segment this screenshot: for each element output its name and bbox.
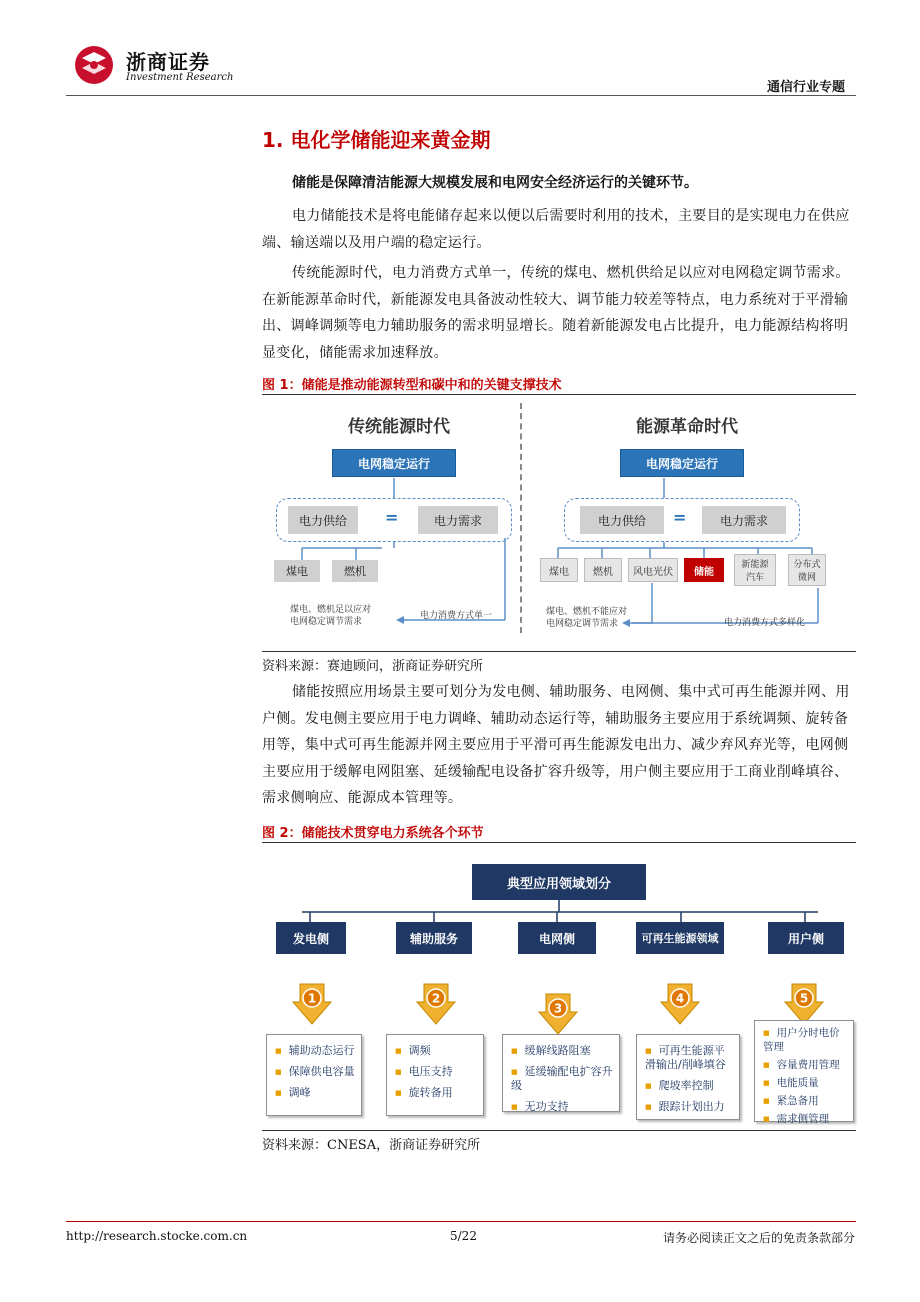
list-item: ■ 旋转备用 bbox=[395, 1086, 477, 1100]
list-item: ■ 可再生能源平滑输出/削峰填谷 bbox=[645, 1044, 733, 1072]
list-item: ■ 调频 bbox=[395, 1044, 477, 1058]
figure-1-top-rule bbox=[262, 394, 856, 395]
right-equals-sign: = bbox=[673, 508, 687, 527]
left-era-title: 传统能源时代 bbox=[348, 417, 450, 437]
right-era-title: 能源革命时代 bbox=[636, 417, 738, 437]
figure-1-source: 资料来源：赛迪顾问，浙商证券研究所 bbox=[262, 659, 484, 674]
list-item: ■ 缓解线路阻塞 bbox=[511, 1044, 613, 1058]
right-note: 煤电、燃机不能应对电网稳定调节需求 bbox=[546, 607, 628, 629]
column-head-ancillary: 辅助服务 bbox=[396, 922, 472, 954]
right-consumption-label: 电力消费方式多样化 bbox=[724, 618, 806, 628]
column-head-renewables: 可再生能源领域 bbox=[636, 922, 724, 954]
column-list-grid bbox=[502, 1034, 620, 1112]
figure-1-caption: 图 1：储能是推动能源转型和碳中和的关键支撑技术 bbox=[262, 378, 562, 393]
figure-1-bottom-rule bbox=[262, 651, 856, 652]
figure-2-caption: 图 2：储能技术贯穿电力系统各个环节 bbox=[262, 826, 484, 841]
footer-url[interactable]: http://research.stocke.com.cn bbox=[66, 1229, 248, 1243]
step-5-number: 5 bbox=[799, 991, 809, 1006]
step-2-arrow-icon bbox=[416, 982, 456, 1026]
right-wind-solar-box: 风电光伏 bbox=[628, 558, 678, 582]
list-item: ■ 容量费用管理 bbox=[763, 1058, 847, 1072]
figure-2-source: 资料来源：CNESA，浙商证券研究所 bbox=[262, 1138, 481, 1153]
right-gas-box: 燃机 bbox=[584, 558, 622, 582]
figure-2-diagram bbox=[262, 848, 856, 1128]
report-topic: 通信行业专题 bbox=[766, 80, 845, 95]
paragraph-2: 传统能源时代，电力消费方式单一，传统的煤电、燃机供给足以应对电网稳定调节需求。在新能源革命时代，新能源发电具备波动性较大、调节能力较差等特点，电力系统对于平滑输出、调峰调频等电力辅助服务的需求明显增长。随着新能源发电占比提升，电力能源结构将明显变化，储能需求加速释放。 bbox=[262, 265, 850, 361]
section-title: 1. 电化学储能迎来黄金期 bbox=[262, 128, 491, 152]
paragraph-1: 电力储能技术是将电能储存起来以便以后需要时利用的技术，主要目的是实现电力在供应端、输送端以及用户端的稳定运行。 bbox=[262, 208, 850, 251]
left-supply-box: 电力供给 bbox=[288, 506, 358, 534]
step-3-arrow-icon bbox=[538, 992, 578, 1036]
column-list-generation bbox=[266, 1034, 362, 1116]
column-list-ancillary bbox=[386, 1034, 484, 1116]
header-divider bbox=[66, 95, 856, 96]
figure-2-top-rule bbox=[262, 842, 856, 843]
list-item: ■ 保障供电容量 bbox=[275, 1065, 355, 1079]
column-head-user-side: 用户侧 bbox=[768, 922, 844, 954]
step-4-arrow-icon bbox=[660, 982, 700, 1026]
page-number: 5/22 bbox=[450, 1229, 477, 1243]
list-item: ■ 爬坡率控制 bbox=[645, 1079, 733, 1093]
step-4-number: 4 bbox=[675, 991, 685, 1006]
paragraph-3: 储能按照应用场景主要可划分为发电侧、辅助服务、电网侧、集中式可再生能源并网、用户侧。发电侧主要应用于电力调峰、辅助动态运行等，辅助服务主要应用于系统调频、旋转备用等，集中式可再生能源并网主要应用于平滑可再生能源发电出力、减少弃风弃光等，电网侧主要应用于缓解电网阻塞、延缓输配电设备扩容升级等，用户侧主要应用于工商业削峰填谷、需求侧响应、能源成本管理等。 bbox=[262, 684, 850, 806]
footer-disclaimer: 请务必阅读正文之后的免责条款部分 bbox=[662, 1231, 855, 1245]
lead-sentence: 储能是保障清洁能源大规模发展和电网安全经济运行的关键环节。 bbox=[292, 175, 698, 191]
left-gas-box: 燃机 bbox=[332, 560, 378, 582]
step-2-number: 2 bbox=[431, 991, 441, 1006]
step-3-number: 3 bbox=[553, 1001, 563, 1016]
figure-1-diagram bbox=[262, 398, 856, 650]
right-storage-box: 储能 bbox=[684, 558, 724, 582]
step-1-number: 1 bbox=[307, 991, 317, 1006]
brand-logo-icon bbox=[72, 44, 116, 86]
right-supply-box: 电力供给 bbox=[580, 506, 664, 534]
left-note: 煤电、燃机足以应对电网稳定调节需求 bbox=[290, 605, 372, 627]
list-item: ■ 无功支持 bbox=[511, 1100, 613, 1114]
list-item: ■ 调峰 bbox=[275, 1086, 355, 1100]
right-grid-stability-box: 电网稳定运行 bbox=[620, 449, 744, 477]
list-item: ■ 跟踪计划出力 bbox=[645, 1100, 733, 1114]
footer-divider bbox=[66, 1221, 856, 1222]
left-coal-box: 煤电 bbox=[274, 560, 320, 582]
column-head-generation: 发电侧 bbox=[276, 922, 346, 954]
left-equals-sign: = bbox=[385, 508, 399, 527]
top-category-box: 典型应用领域划分 bbox=[472, 864, 646, 900]
brand-subtitle: Investment Research bbox=[126, 72, 234, 83]
step-1-arrow-icon bbox=[292, 982, 332, 1026]
figure-2-bottom-rule bbox=[262, 1130, 856, 1131]
list-item: ■ 电压支持 bbox=[395, 1065, 477, 1079]
column-list-renewables bbox=[636, 1034, 740, 1120]
left-demand-box: 电力需求 bbox=[418, 506, 498, 534]
left-consumption-label: 电力消费方式单一 bbox=[420, 611, 493, 621]
left-grid-stability-box: 电网稳定运行 bbox=[332, 449, 456, 477]
column-head-grid: 电网侧 bbox=[518, 922, 596, 954]
right-demand-box: 电力需求 bbox=[702, 506, 786, 534]
list-item: ■ 延缓输配电扩容升级 bbox=[511, 1065, 613, 1093]
right-microgrid-box: 分布式微网 bbox=[788, 554, 826, 586]
right-coal-box: 煤电 bbox=[540, 558, 578, 582]
column-list-user-side bbox=[754, 1020, 854, 1125]
list-item: ■ 需求侧管理 bbox=[763, 1112, 847, 1126]
right-nev-box: 新能源汽车 bbox=[734, 554, 776, 586]
list-item: ■ 紧急备用 bbox=[763, 1094, 847, 1108]
brand-name: 浙商证券 bbox=[126, 50, 210, 74]
list-item: ■ 电能质量 bbox=[763, 1076, 847, 1090]
list-item: ■ 辅助动态运行 bbox=[275, 1044, 355, 1058]
list-item: ■ 用户分时电价管理 bbox=[763, 1026, 847, 1054]
